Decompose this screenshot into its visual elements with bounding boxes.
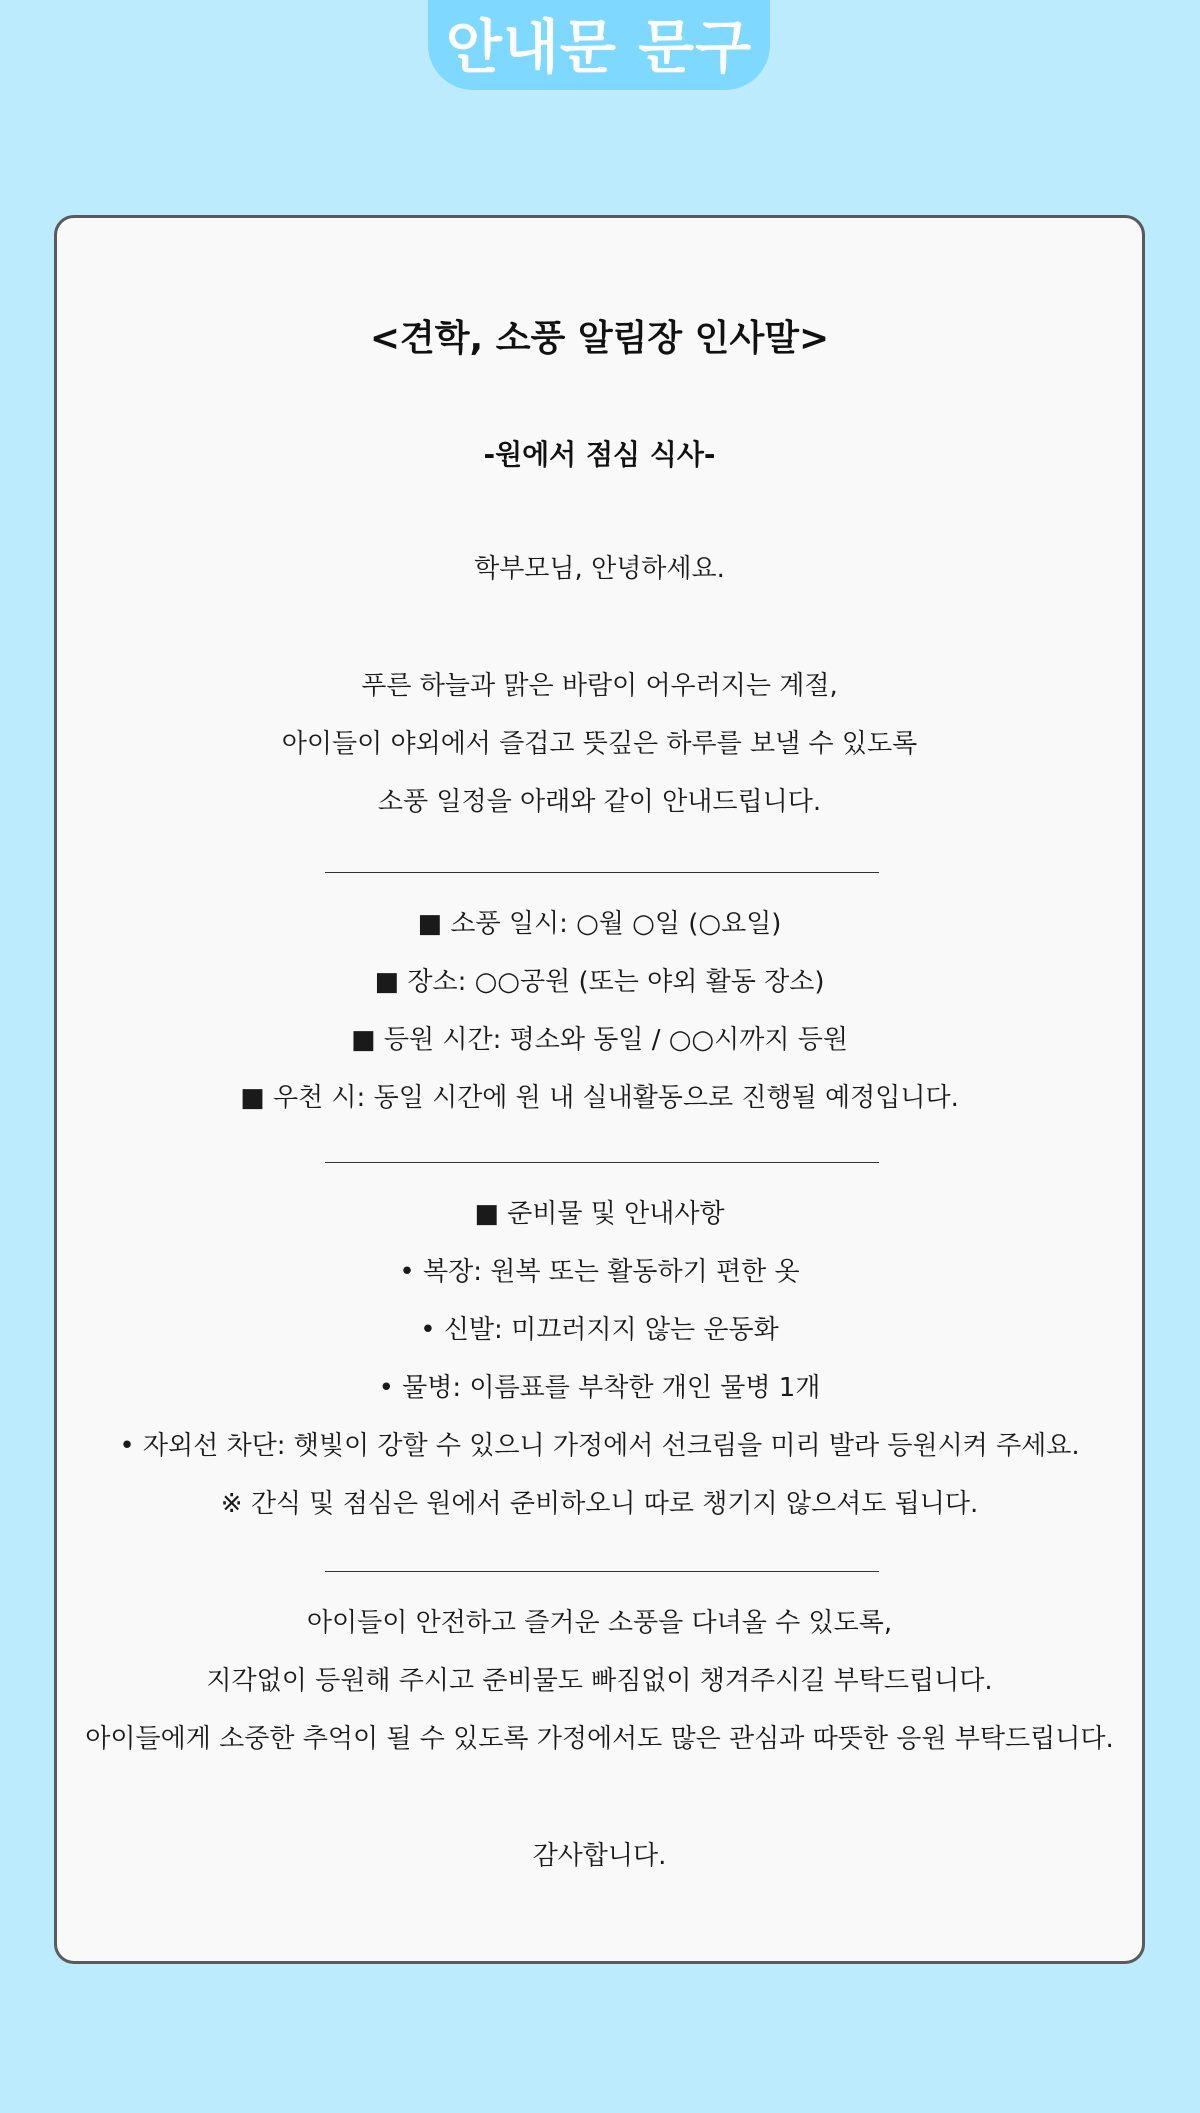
section-divider	[325, 1571, 879, 1572]
greeting-text: 학부모님, 안녕하세요.	[474, 554, 725, 584]
schedule-item: ■ 등원 시간: 평소와 동일 / ○○시까지 등원	[351, 1025, 848, 1055]
schedule-item: ■ 소풍 일시: ○월 ○일 (○요일)	[417, 909, 782, 939]
header-badge	[428, 0, 770, 90]
prep-item: • 물병: 이름표를 부착한 개인 물병 1개	[378, 1373, 821, 1403]
intro-line: 아이들이 야외에서 즐겁고 뜻깊은 하루를 보낼 수 있도록	[281, 729, 918, 759]
intro-line: 소풍 일정을 아래와 같이 안내드립니다.	[377, 787, 822, 817]
notice-title: <견학, 소풍 알림장 인사말>	[369, 318, 830, 359]
section-divider	[325, 1162, 879, 1163]
prep-item: • 자외선 차단: 햇빛이 강할 수 있으니 가정에서 선크림을 미리 발라 등원시켜 주세요.	[119, 1431, 1080, 1461]
notice-subtitle: -원에서 점심 식사-	[483, 438, 716, 471]
prep-heading: ■ 준비물 및 안내사항	[474, 1199, 725, 1229]
prep-item: • 복장: 원복 또는 활동하기 편한 옷	[399, 1257, 800, 1287]
closing-line: 아이들이 안전하고 즐거운 소풍을 다녀올 수 있도록,	[306, 1608, 893, 1638]
schedule-item: ■ 우천 시: 동일 시간에 원 내 실내활동으로 진행될 예정입니다.	[240, 1083, 959, 1113]
closing-line: 지각없이 등원해 주시고 준비물도 빠짐없이 챙겨주시길 부탁드립니다.	[206, 1666, 993, 1696]
intro-line: 푸른 하늘과 맑은 바람이 어우러지는 계절,	[361, 671, 838, 701]
thanks-text: 감사합니다.	[532, 1841, 667, 1871]
closing-line: 아이들에게 소중한 추억이 될 수 있도록 가정에서도 많은 관심과 따뜻한 응원 부탁드립니다.	[85, 1724, 1114, 1754]
meal-note: ※ 간식 및 점심은 원에서 준비하오니 따로 챙기지 않으셔도 됩니다.	[220, 1489, 979, 1519]
header-title: 안내문 문구	[445, 13, 753, 81]
prep-item: • 신발: 미끄러지지 않는 운동화	[420, 1315, 779, 1345]
schedule-item: ■ 장소: ○○공원 (또는 야외 활동 장소)	[374, 967, 825, 997]
section-divider	[325, 872, 879, 873]
notice-card	[54, 215, 1145, 1964]
